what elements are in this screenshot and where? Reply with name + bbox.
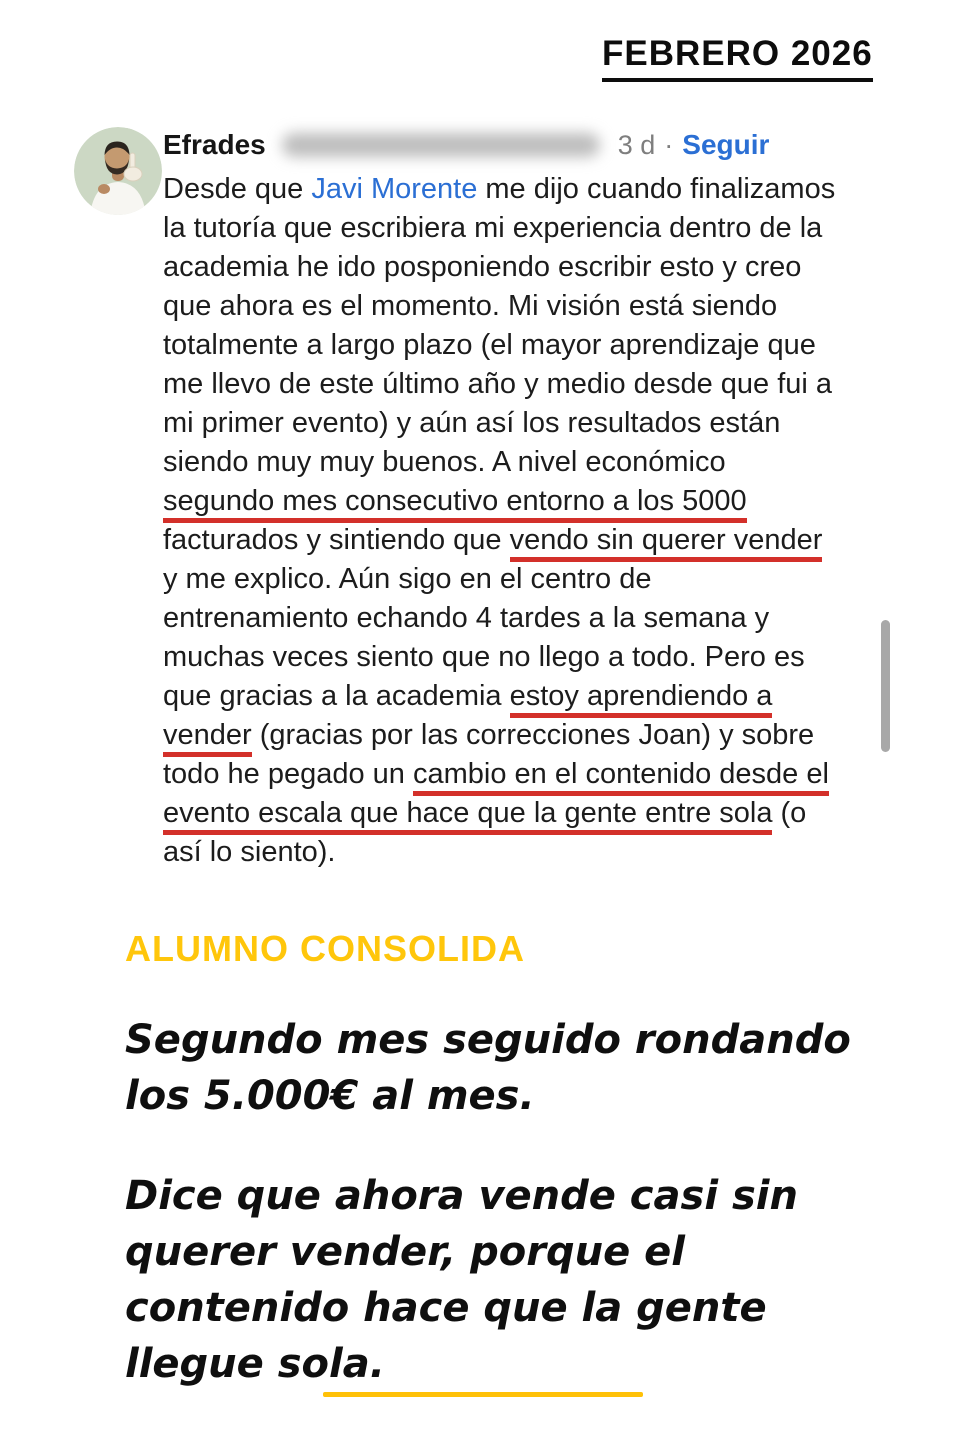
mention-link[interactable]: Javi Morente (311, 173, 478, 205)
post-text-segment: muchas veces siento que no llego a todo. Pero es (163, 641, 805, 673)
post-text-line (163, 326, 835, 365)
post-text-segment: todo he pegado un (163, 758, 413, 790)
post-text-segment: así lo siento). (163, 836, 336, 868)
post-text-segment: (gracias por las correcciones Joan) y sobre (251, 719, 815, 751)
post-text-line (163, 833, 835, 872)
red-underlined-text: estoy aprendiendo a (510, 680, 773, 718)
post-text-line (163, 599, 835, 638)
post-text-segment: que ahora es el momento. Mi visión está siendo (163, 290, 778, 322)
post-text-line (163, 794, 835, 833)
post-text-segment: totalmente a largo plazo (el mayor aprendizaje que (163, 329, 816, 361)
post-text-line (163, 482, 835, 521)
post-header (163, 129, 769, 161)
red-underlined-text: evento escala que hace que la gente entre sola (163, 797, 772, 835)
post-text-line (163, 209, 835, 248)
post-text-line (163, 521, 835, 560)
post-text-segment: siendo muy muy buenos. A nivel económico (163, 446, 726, 478)
post-text-segment: mi primer evento) y aún así los resultados están (163, 407, 781, 439)
scrollbar-thumb[interactable] (881, 620, 890, 752)
post-text-line (163, 170, 835, 209)
post-text-segment: y me explico. Aún sigo en el centro de (163, 563, 652, 595)
post-text-line (163, 560, 835, 599)
red-underlined-text: cambio en el contenido desde el (413, 758, 829, 796)
post-text-segment: Desde que (163, 173, 312, 205)
post-body (163, 170, 835, 872)
avatar[interactable] (74, 127, 162, 215)
yellow-divider (323, 1392, 643, 1397)
post-timestamp: 3 d (617, 129, 656, 160)
man-with-skeleton-model-icon (74, 127, 162, 215)
follow-button[interactable]: Seguir (682, 129, 770, 160)
post-text-line (163, 677, 835, 716)
post-text-segment: que gracias a la academia (163, 680, 510, 712)
post-text-segment: entrenamiento echando 4 tardes a la semana y (163, 602, 770, 634)
post-text-segment: me dijo cuando finalizamos (477, 173, 836, 205)
post-text-line (163, 755, 835, 794)
post-text-line (163, 638, 835, 677)
post-text-segment: facturados y sintiendo que (163, 524, 510, 556)
summary-paragraph-2: Dice que ahora vende casi sin querer vender, porque el contenido hace que la gente llegue sola. (125, 1173, 798, 1387)
post-text-segment: me llevo de este último año y medio desde que fui a (163, 368, 833, 400)
post-text-segment: academia he ido posponiendo escribir esto y creo (163, 251, 802, 283)
date-heading: FEBRERO 2026 (602, 34, 873, 82)
author-name[interactable]: Efrades (163, 129, 266, 160)
red-underlined-text: vendo sin querer vender (510, 524, 823, 562)
red-underlined-text: segundo mes consecutivo entorno a los 5000 (163, 485, 747, 523)
post-text-segment: (o (772, 797, 807, 829)
post-text-line (163, 248, 835, 287)
red-underlined-text: vender (163, 719, 252, 757)
post-text-line (163, 365, 835, 404)
blurred-author-details (282, 133, 600, 157)
meta-separator-dot: · (664, 129, 674, 160)
post-text-segment: la tutoría que escribiera mi experiencia dentro de la (163, 212, 823, 244)
summary-tag: ALUMNO CONSOLIDA (125, 928, 525, 969)
post-text-line (163, 404, 835, 443)
summary-paragraph-1: Segundo mes seguido rondando los 5.000€ al mes. (125, 1017, 851, 1119)
post-text-line (163, 287, 835, 326)
post-text-line (163, 716, 835, 755)
post-text-line (163, 443, 835, 482)
